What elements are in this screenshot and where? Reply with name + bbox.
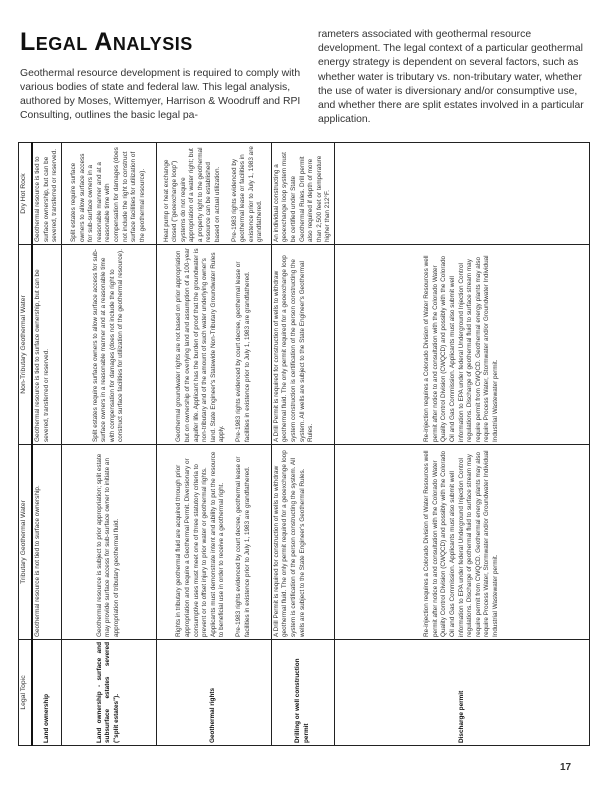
topic-cell: Land ownership - surface and subsurface estates severed ("split estates"). bbox=[61, 640, 156, 746]
topic-cell: Drilling or well construction permit bbox=[271, 640, 334, 746]
page-title: Legal Analysis bbox=[20, 28, 193, 56]
table-header-row bbox=[19, 143, 33, 746]
dry-hot-rock-cell bbox=[156, 143, 271, 245]
table-row bbox=[32, 143, 61, 746]
header-non-tributary: Non-Tributary Geothermal Water bbox=[19, 245, 33, 445]
topic-cell: Discharge permit bbox=[334, 640, 589, 746]
topic-cell: Land ownership bbox=[32, 640, 61, 746]
tributary-cell: A Drill Permit is required for construction of wells to withdraw geothermal fluid. The only permit required for a geoexchange loop system is certification of the person constructing the system. All wells are subject to the State Engineer's Geothermal Rules. bbox=[271, 445, 334, 640]
non-tributary-grandfather-text: Pre-1983 rights evidenced by court decree, geothermal lease or facilities in existence prior to July 1, 1983 are grandfathered. bbox=[234, 261, 251, 442]
tributary-cell: Re-injection requires a Colorado Division of Water Resources well permit after notice to and consultation with the Colorado Water Quality Control Division (CWQCD) and possibly with the Colorado Oil and Gas Commission. Applicants must also submit well information to EPA under federal Underground Injection Control regulations. Discharge of geothermal fluid to surface stream may require permit from CWQCD. Geothermal energy plants may also require Process Water, Stormwater and/or Groundwater Individual Industrial Wastewater permit. bbox=[334, 445, 589, 640]
non-tributary-cell: A Drill Permit is required for construction of wells to withdraw geothermal fluid. The only permit required for a geoexchange loop system construction is certification of the person constructing the system. All wells are subject to the State Engineer's Geothermal Rules. bbox=[271, 245, 334, 445]
intro-paragraph-right: rameters associated with geothermal resource development. The legal context of a particular geothermal energy strategy is dependent on several factors, such as whether water is tributary vs. non-tributary water, whether the use of water is diversionary and/or consumptive use, and whether there are split estates involved in a particular application. bbox=[318, 29, 584, 126]
tributary-cell: Geothermal resource is not tied to surface ownership. bbox=[32, 445, 61, 640]
non-tributary-cell: Geothermal resource is tied to surface ownership, but can be severed, transferred or reserved. bbox=[32, 245, 61, 445]
table-row bbox=[271, 143, 334, 746]
non-tributary-cell: Re-injection requires a Colorado Division of Water Resources well permit after notice to and consultation with the Colorado Water Quality Control Division (CWQCD) and possibly with the Colorado Oil and Gas Commission. Applicants must also submit well information to EPA under federal Underground Injection Control regulations. Discharge of geothermal fluid to surface stream may require permit from CWQCD. Geothermal energy plants may also require Process Water, Stormwater and/or Groundwater Individual Industrial Wastewater permit. bbox=[334, 245, 589, 445]
table-row bbox=[61, 143, 156, 746]
dry-hot-rock-cell: Geothermal resource is tied to surface ownership, but can be severed, transferred or reserved. bbox=[32, 143, 61, 245]
dry-hot-rock-cell: Split estates require surface owners to allow surface access for sub-surface owners in a reasonable manner and at a reasonable time with compensation for damages (does not include the right to construct surface facilities for utilization of the geothermal resource). bbox=[61, 143, 156, 245]
topic-cell: Geothermal rights bbox=[156, 640, 271, 746]
tributary-cell: Geothermal resource is subject to prior appropriation; split estate may provide surface access for sub-surface owner to initiate an appropriation of tributary geothermal fluid. bbox=[61, 445, 156, 640]
non-tributary-cell: Split estates require surface owners to allow surface access for sub-surface owners in a reasonable manner and at a reasonable time with compensation for damages (does not include the right to construct surface facilities for utilization of the geothermal resource). bbox=[61, 245, 156, 445]
tributary-rights-text: Rights in tributary geothermal fluid are acquired through prior appropriation and require a Geothermal Permit. Diversionary or consumptive uses must meet one of three statutory criteria to prevent or to offset injury to prior water or geothermal rights. Applicants must demonstrate intent and ability to put the resource to beneficial use in order to receive a geothermal right. bbox=[175, 451, 226, 637]
non-tributary-rights-text: Geothermal groundwater rights are not based on prior appropriation but on ownership of the overlying land and assumption of a 100-year aquifer life. Applicant has the burden of proof that the groundwater is non-tributary and of the amount of such water underlying owner's land. State Engineer's Statewide Non-Tributary Groundwater Rules apply. bbox=[175, 248, 226, 442]
tributary-cell bbox=[156, 445, 271, 640]
header-dry-hot-rock: Dry Hot Rock bbox=[19, 143, 33, 245]
dry-hot-rock-cell: An individual constructing a geoexchange loop system must be certified under State Geothermal Rules. Drill permit also required if depth of more than 2,500 feet or temperature higher than 212°F. bbox=[271, 143, 334, 245]
header-legal-topic: Legal Topic bbox=[19, 640, 33, 746]
page-number: 17 bbox=[560, 762, 572, 773]
dry-hot-rock-rights-text: Heat pump or heat exchange closed ("geoexchange loop") systems do not require appropriation of a water right; but a property right to the geothermal resource can be established based on actual utilization. bbox=[162, 147, 222, 242]
non-tributary-cell bbox=[156, 245, 271, 445]
legal-analysis-table bbox=[18, 142, 590, 746]
legal-analysis-table-rotated bbox=[18, 143, 590, 746]
tributary-grandfather-text: Pre-1983 rights evidenced by court decree, geothermal lease or facilities in existence prior to July 1, 1983 are grandfathered. bbox=[234, 456, 251, 637]
table-row bbox=[334, 143, 589, 746]
table-row bbox=[156, 143, 271, 746]
header-tributary: Tributary Geothermal Water bbox=[19, 445, 33, 640]
dry-hot-rock-cell bbox=[334, 143, 589, 245]
dry-hot-rock-grandfather-text: Pre-1983 rights evidenced by geothermal lease or facilities in existence prior to July 1, 1983 are grandfathered. bbox=[230, 146, 264, 242]
intro-paragraph-left: Geothermal resource development is required to comply with various bodies of state and federal law. This legal analysis, authored by Moses, Wittemyer, Harrison & Woodruff and RPI Consulting, outlines the basic legal pa- bbox=[20, 68, 301, 121]
